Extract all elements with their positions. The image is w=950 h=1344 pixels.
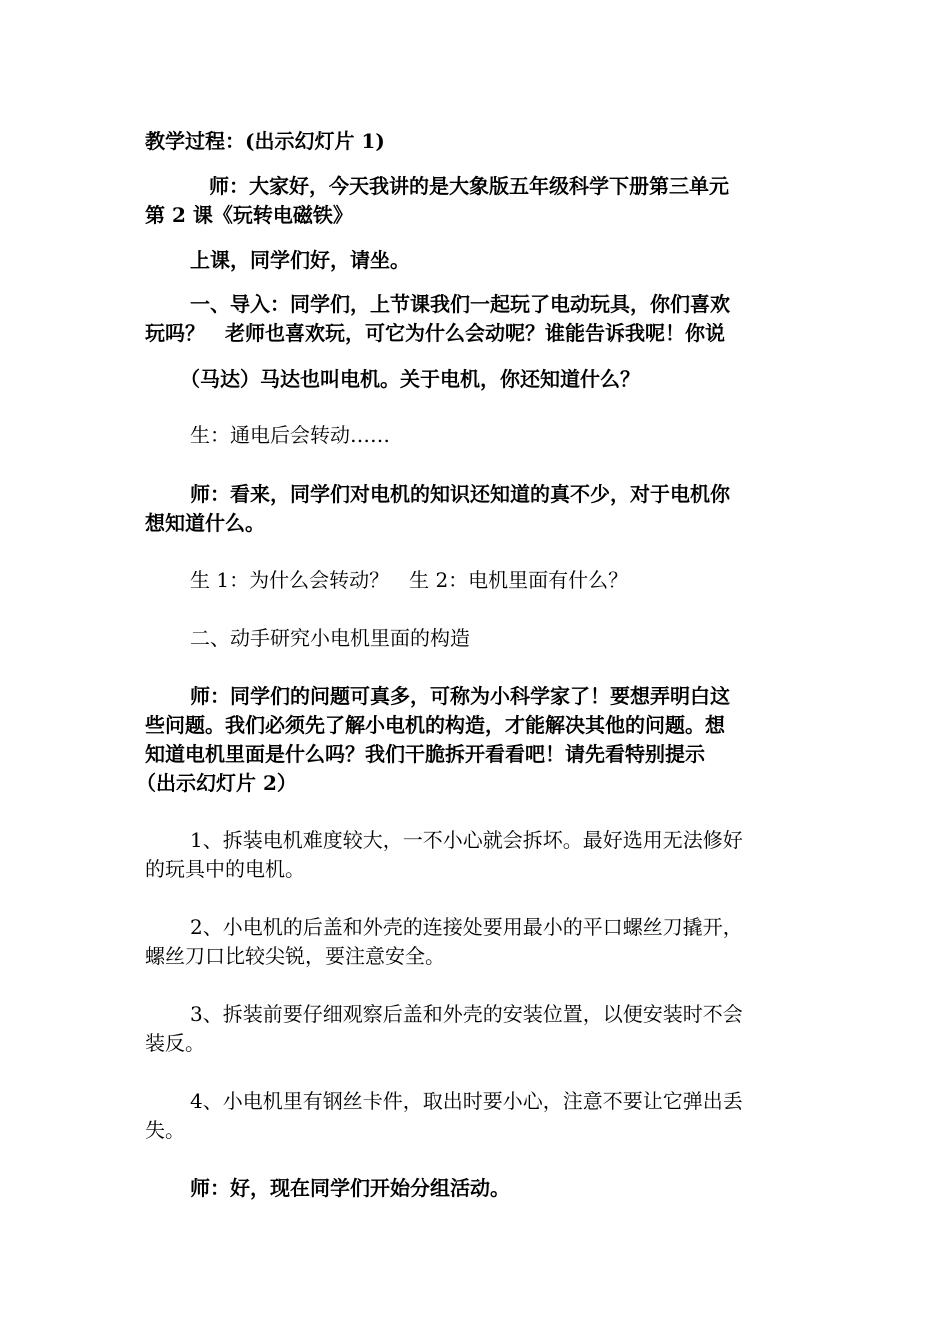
tip-2-line-2: 螺丝刀口比较尖锐，要注意安全。 [145, 944, 445, 968]
teacher-question-line-2: 想知道什么。 [145, 511, 265, 535]
process-heading: 教学过程：(出示幻灯片 1) [145, 129, 385, 153]
student-questions: 生 1：为什么会转动？ 生 2：电机里面有什么？ [190, 568, 629, 592]
tip-3-line-1: 3、拆装前要仔细观察后盖和外壳的安装位置，以便安装时不会 [190, 1002, 743, 1026]
section-two-heading: 二、动手研究小电机里面的构造 [190, 626, 470, 650]
introduction-line-1: 一、导入：同学们，上节课我们一起玩了电动玩具，你们喜欢 [190, 292, 730, 316]
tip-1-line-1: 1、拆装电机难度较大，一不小心就会拆坏。最好选用无法修好 [190, 828, 743, 852]
tip-3-line-2: 装反。 [145, 1031, 205, 1055]
tip-4-line-1: 4、小电机里有钢丝卡件，取出时要小心，注意不要让它弹出丢 [190, 1089, 743, 1113]
teacher-explain-line-3: 知道电机里面是什么吗？我们干脆拆开看看吧！请先看特别提示 [145, 742, 705, 766]
class-greeting: 上课，同学们好，请坐。 [190, 248, 410, 272]
tip-2-line-1: 2、小电机的后盖和外壳的连接处要用最小的平口螺丝刀撬开， [190, 915, 743, 939]
student-answer: 生：通电后会转动…… [190, 423, 390, 447]
teacher-explain-line-1: 师：同学们的问题可真多，可称为小科学家了！要想弄明白这 [190, 684, 730, 708]
tip-1-line-2: 的玩具中的电机。 [145, 857, 305, 881]
teacher-question-line-1: 师：看来，同学们对电机的知识还知道的真不少，对于电机你 [190, 482, 730, 506]
teacher-intro-line-1: 师：大家好，今天我讲的是大象版五年级科学下册第三单元 [209, 174, 729, 198]
tip-4-line-2: 失。 [145, 1118, 185, 1142]
teacher-explain-line-2: 些问题。我们必须先了解小电机的构造，才能解决其他的问题。想 [145, 713, 725, 737]
teacher-intro-line-2: 第 2 课《玩转电磁铁》 [145, 203, 353, 227]
introduction-line-3: （马达）马达也叫电机。关于电机，你还知道什么？ [180, 367, 640, 391]
teacher-explain-line-4: （出示幻灯片 2） [136, 771, 297, 795]
introduction-line-2: 玩吗？ 老师也喜欢玩，可它为什么会动呢？谁能告诉我呢！你说 [145, 321, 725, 345]
group-activity-line: 师：好，现在同学们开始分组活动。 [190, 1176, 510, 1200]
